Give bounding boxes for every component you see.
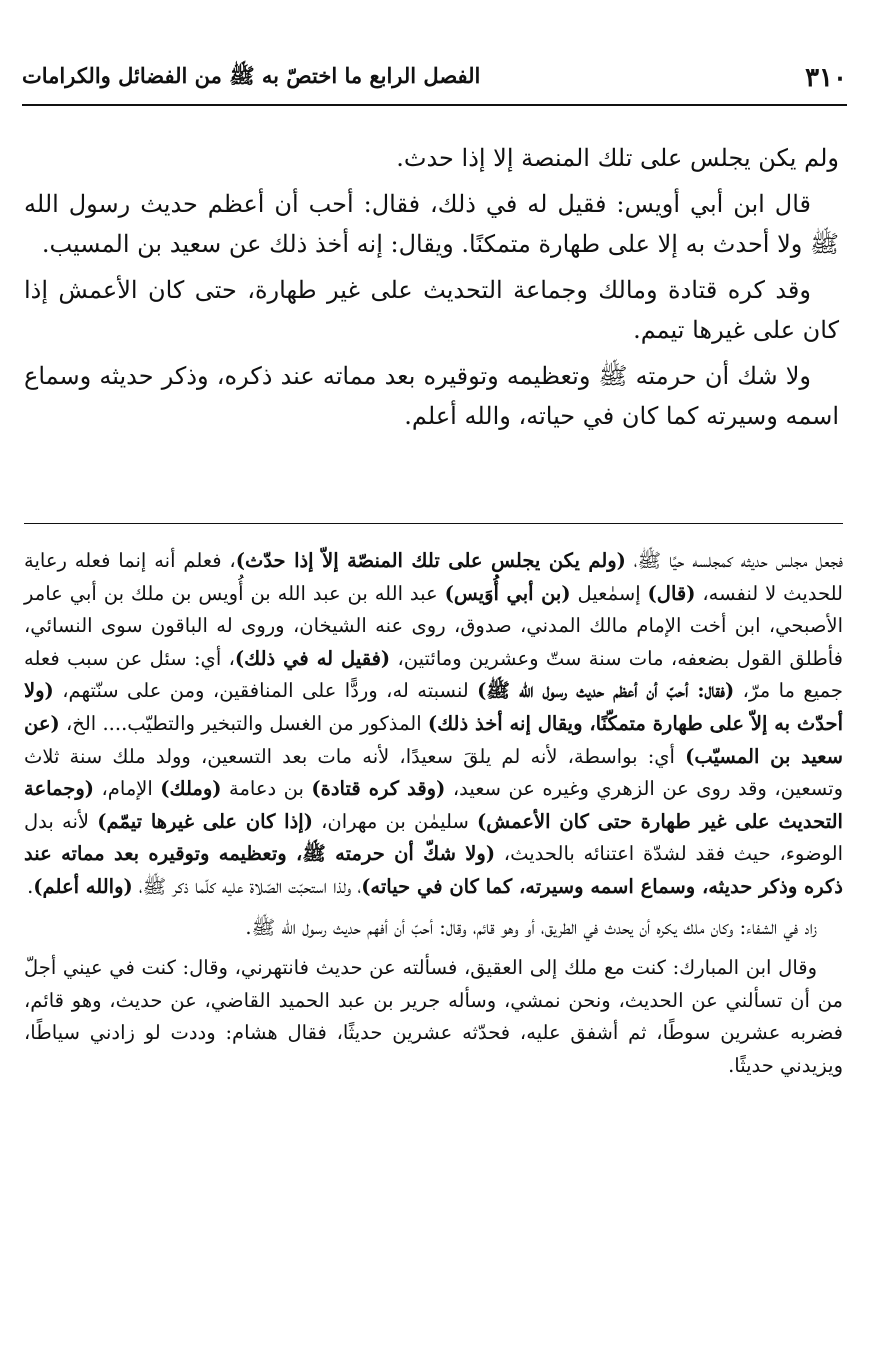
quoted-main-text: (فقال: أحبّ أن أعظم حديث رسول الله ﷺ) — [477, 679, 735, 703]
main-paragraph: وقد كره قتادة ومالك وجماعة التحديث على غير طهارة، حتى كان الأعمش إذا كان على غيرها تيمم. — [24, 276, 839, 344]
quoted-main-text: (ولا شكّ أن حرمته ﷺ، وتعظيمه وتوقيره بعد مماته عند ذكره وذكر حديثه، وسماع اسمه وسيرته، كما كان في حياته) — [24, 842, 843, 898]
quoted-main-text: (بن أبي أُوَيس) — [444, 581, 571, 605]
commentary-text: ، أي: سئل عن سبب فعله جميع ما مرّ، — [24, 646, 843, 703]
commentary-text: إسمٰعيل — [570, 581, 648, 605]
commentary-text: أي: بواسطة، لأنه لم يلقَ سعيدًا، لأنه مات بعد التسعين، وولد ملك سنة ثلاث وتسعين، وقد روى عن الزهري وغيره عن سعيد، — [24, 744, 844, 801]
page-header — [22, 58, 847, 98]
commentary-text: الإمام، — [94, 777, 161, 801]
commentary-text: لأنه بدل الوضوء، حيث فقد لشدّة اعتنائه بالحديث، — [24, 809, 843, 866]
quoted-main-text: (ولا أحدّث به إلاّ على طهارة متمكّنًا، ويقال إنه أخذ ذلك) — [24, 679, 843, 735]
quoted-main-text: (فقيل له في ذلك) — [234, 646, 391, 670]
commentary-text: ، ولذا استحبّت الصّلاة عليه كلّما ذكر ﷺ، — [132, 874, 362, 898]
main-paragraph: ولم يكن يجلس على تلك المنصة إلا إذا حدث. — [396, 144, 839, 172]
main-paragraph: قال ابن أبي أويس: فقيل له في ذلك، فقال: أحب أن أعظم حديث رسول الله ﷺ ولا أحدث به إلا على طهارة متمكنًا. ويقال: إنه أخذ ذلك عن سعيد بن المسيب. — [24, 190, 839, 258]
commentary-paragraph: زاد في الشفاء: وكان ملك يكره أن يحدث في الطريق، أو وهو قائم، وقال: أحبّ أن أفهم حديث رسول الله ﷺ. — [245, 915, 817, 939]
header-rule — [22, 104, 847, 106]
commentary-text: فجعل مجلس حديثه كمجلسه حيًا ﷺ، — [625, 549, 843, 572]
commentary-text: بن دعامة — [221, 777, 312, 801]
quoted-main-text: (وملك) — [160, 777, 222, 801]
commentary-text: ، فعلم أنه إنما فعله رعاية للحديث لا لنفسه، — [24, 549, 843, 605]
quoted-main-text: (وجماعة التحديث على غير طهارة حتى كان الأعمش) — [24, 777, 843, 833]
running-title: الفصل الرابع ما اختصّ به ﷺ من الفضائل والكرامات — [22, 62, 481, 88]
quoted-main-text: (عن سعيد بن المسيّب) — [24, 711, 843, 768]
commentary-paragraph: وقال ابن المبارك: كنت مع ملك إلى العقيق، فسألته عن حديث فانتهرني، وقال: كنت في عيني أجلّ من أن تسألني عن الحديث، ونحن نمشي، وسأله جرير بن عبد الحميد القاضي، عن حديث، وهو قائم، فضربه عشرين سوطًا، ثم أشفق عليه، فحدّثه عشرين حديثًا، فقال هشام: وددت لو زادني سياطًا، ويزيدني حديثًا. — [24, 956, 843, 1077]
commentary-paragraph — [24, 545, 843, 904]
page-number: ٣١٠ — [805, 63, 847, 93]
commentary-text: سليمٰن بن مهران، — [312, 809, 478, 833]
main-paragraph: ولا شك أن حرمته ﷺ وتعظيمه وتوقيره بعد مماته عند ذكره، وذكر حديثه وسماع اسمه وسيرته كما كان في حياته، والله أعلم. — [24, 362, 839, 430]
commentary — [24, 545, 843, 1091]
commentary-text: المذكور من الغسل والتبخير والتطيّب.... الخ، — [59, 711, 428, 735]
footnote-divider — [24, 523, 843, 524]
commentary-text: لنسبته له، وردًّا على المنافقين، ومن على سنّتهم، — [53, 679, 478, 703]
quoted-main-text: (إذا كان على غيرها تيمّم) — [97, 809, 313, 833]
main-text — [24, 138, 839, 442]
commentary-text: . — [27, 874, 34, 898]
quoted-main-text: (وقد كره قتادة) — [311, 777, 446, 801]
quoted-main-text: (قال) — [647, 581, 696, 605]
commentary-text: عبد الله بن عبد الله بن أُويس بن ملك بن أبي عامر الأصبحي، ابن أخت الإمام مالك المدني، صدوق، روى عنه الشيخان، وروى له الباقون سوى النسائي، فأطلق القول بضعفه، مات سنة ستّ وعشرين ومائتين، — [24, 581, 843, 670]
quoted-main-text: (ولم يكن يجلس على تلك المنصّة إلاّ إذا حدّث) — [235, 549, 626, 572]
quoted-main-text: (والله أعلم) — [33, 874, 133, 898]
